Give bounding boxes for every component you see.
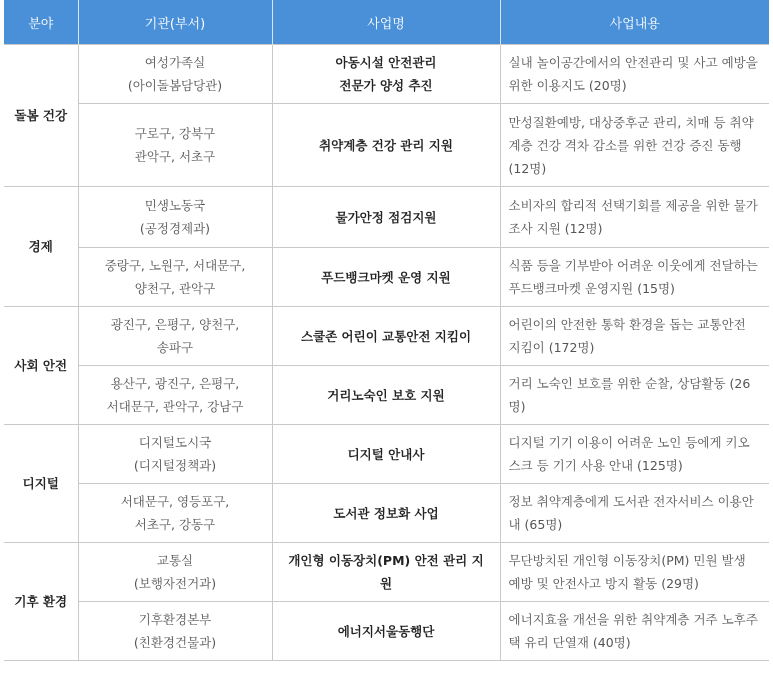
program-content-cell: 실내 놀이공간에서의 안전관리 및 사고 예방을 위한 이용지도 (20명): [500, 45, 769, 104]
table-row: [4, 307, 769, 366]
organization-cell: 디지털도시국 (디지털정책과): [78, 425, 272, 484]
table-row: [4, 248, 769, 307]
header-category: 분야: [4, 0, 78, 45]
table-row: [4, 187, 769, 248]
program-content-cell: 만성질환예방, 대상중후군 관리, 치매 등 취약계층 건강 격차 감소를 위한 건강 증진 동행 (12명): [500, 104, 769, 187]
program-content-cell: 식품 등을 기부받아 어려운 이웃에게 전달하는 푸드뱅크마켓 운영지원 (15명): [500, 248, 769, 307]
header-organization: 기관(부서): [78, 0, 272, 45]
program-content-cell: 디지털 기기 이용이 어려운 노인 등에게 키오스크 등 기기 사용 안내 (125명): [500, 425, 769, 484]
program-name-cell: 에너지서울동행단: [272, 602, 500, 661]
category-cell: 디지털: [4, 425, 78, 543]
program-name-cell: 취약계층 건강 관리 지원: [272, 104, 500, 187]
program-name-cell: 물가안정 점검지원: [272, 187, 500, 248]
program-name-cell: 거리노숙인 보호 지원: [272, 366, 500, 425]
organization-cell: 교통실 (보행자전거과): [78, 543, 272, 602]
program-name-cell: 개인형 이동장치(PM) 안전 관리 지 원: [272, 543, 500, 602]
organization-cell: 여성가족실 (아이돌봄담당관): [78, 45, 272, 104]
table-header-row: [4, 0, 769, 45]
program-content-cell: 에너지효율 개선을 위한 취약계층 거주 노후주택 유리 단열재 (40명): [500, 602, 769, 661]
table-row: [4, 484, 769, 543]
table-row: [4, 425, 769, 484]
organization-cell: 구로구, 강북구 관악구, 서초구: [78, 104, 272, 187]
program-content-cell: 어린이의 안전한 통학 환경을 돕는 교통안전 지킴이 (172명): [500, 307, 769, 366]
program-name-cell: 스쿨존 어린이 교통안전 지킴이: [272, 307, 500, 366]
table-row: [4, 366, 769, 425]
organization-cell: 중랑구, 노원구, 서대문구, 양천구, 관악구: [78, 248, 272, 307]
program-name-cell: 푸드뱅크마켓 운영 지원: [272, 248, 500, 307]
program-name-cell: 디지털 안내사: [272, 425, 500, 484]
program-name-cell: 아동시설 안전관리 전문가 양성 추진: [272, 45, 500, 104]
organization-cell: 민생노동국 (공정경제과): [78, 187, 272, 248]
table-row: [4, 45, 769, 104]
category-cell: 경제: [4, 187, 78, 307]
program-content-cell: 거리 노숙인 보호를 위한 순찰, 상담활동 (26명): [500, 366, 769, 425]
category-cell: 기후 환경: [4, 543, 78, 661]
program-content-cell: 소비자의 합리적 선택기회를 제공을 위한 물가조사 지원 (12명): [500, 187, 769, 248]
program-content-cell: 정보 취약계층에게 도서관 전자서비스 이용안내 (65명): [500, 484, 769, 543]
organization-cell: 용산구, 광진구, 은평구, 서대문구, 관악구, 강남구: [78, 366, 272, 425]
program-content-cell: 무단방치된 개인형 이동장치(PM) 민원 발생 예방 및 안전사고 방지 활동 (29명): [500, 543, 769, 602]
header-program-name: 사업명: [272, 0, 500, 45]
table-row: [4, 104, 769, 187]
category-cell: 사회 안전: [4, 307, 78, 425]
organization-cell: 광진구, 은평구, 양천구, 송파구: [78, 307, 272, 366]
organization-cell: 기후환경본부 (친환경건물과): [78, 602, 272, 661]
program-table: [4, 0, 769, 661]
table-row: [4, 543, 769, 602]
category-cell: 돌봄 건강: [4, 45, 78, 187]
organization-cell: 서대문구, 영등포구, 서초구, 강동구: [78, 484, 272, 543]
table-row: [4, 602, 769, 661]
program-name-cell: 도서관 정보화 사업: [272, 484, 500, 543]
header-program-content: 사업내용: [500, 0, 769, 45]
